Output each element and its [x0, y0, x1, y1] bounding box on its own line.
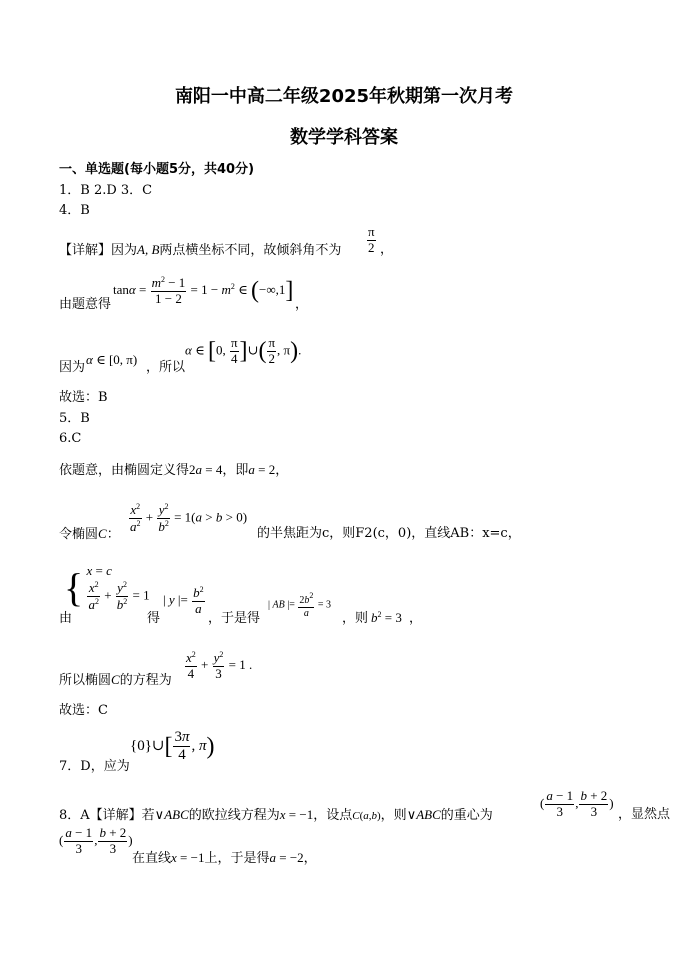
section-heading: 一、单选题(每小题5分，共40分) — [59, 162, 255, 177]
ellipse-equation: $\frac{x^2}{a^2}$ + $\frac{y^2}{b^2}$ = 1(a > b > 0) — [130, 502, 248, 534]
tan-alpha-formula: tanα = $\frac{m^2 - 1}{1 - 2}$ = $1 - m^2$ ∈ (−∞,1] — [113, 275, 294, 306]
answers-q1-q3: 1．B 2.D 3．C — [59, 183, 153, 198]
centroid-coords: ( $\frac{a - 1}{3}$ , $\frac{b + 2}{3}$ ) — [540, 788, 614, 819]
q4-detail-line1: 【详解】因为A, B两点横坐标不同，故倾斜角不为 — [59, 242, 342, 258]
answer-q7: 7．D，应为 — [59, 759, 130, 774]
answer-q5: 5．B — [59, 411, 90, 426]
q6-detail-line2-b: 的半焦距为c，则F2(c，0)，直线AB：x=c， — [257, 526, 521, 541]
document-title: 南阳一中高二年级2025年秋期第一次月考 — [174, 86, 514, 107]
q4-answer: 故选：B — [59, 390, 108, 405]
system-of-equations: { x = c $\frac{x^2}{a^2}$ + $\frac{y^2}{b^2}$ = 1 — [64, 563, 150, 612]
q6-answer: 故选：C — [59, 703, 108, 718]
q6-detail-line1: 依题意，由椭圆定义得2a = 4，即a = 2， — [59, 462, 289, 478]
ab-length-formula: | AB |= $\frac{2b^2}{a}$ = 3 — [268, 591, 332, 619]
answer-q8-line2: 在直线x = −1上，于是得a = −2， — [132, 850, 317, 866]
y-abs-formula: | y |= $\frac{b^2}{a}$ — [163, 585, 204, 616]
q6-detail-line2-a: 令椭圆C： — [59, 526, 120, 542]
q4-detail-line2: 由题意得 — [59, 297, 112, 312]
answer-q8-line1: 8．A【详解】若∨ABC的欧拉线方程为x = −1，设点C(a,b)，则∨ABC的重心为 — [59, 807, 493, 823]
q4-detail-line3-a: 因为 — [59, 360, 86, 375]
centroid-point: ( $\frac{a - 1}{3}$ , $\frac{b + 2}{3}$ ) — [59, 825, 133, 856]
fraction-pi-over-2: $\frac{\pi}{2}$ — [368, 224, 375, 255]
b-squared-eq-3: $b^2 = 3$ — [371, 610, 402, 625]
answer-q4: 4．B — [59, 203, 90, 218]
ellipse-result-equation: $\frac{x^2}{4}$ + $\frac{y^2}{3}$ = 1 . — [186, 650, 253, 681]
alpha-range-0-pi: α ∈ [0, π) — [86, 352, 138, 367]
alpha-range-result: α ∈ [0, $\frac{\pi}{4}$ ]∪( $\frac{\pi}{2}$ , π). — [185, 335, 302, 366]
answer-q6: 6.C — [59, 431, 82, 446]
math-ab: A, B — [137, 242, 160, 257]
q6-detail-line4: 所以椭圆C的方程为 — [59, 672, 172, 688]
q7-set-expression: {0}∪[ $\frac{3\pi}{4}$ , π) — [130, 729, 215, 764]
document-subtitle: 数学学科答案 — [290, 127, 398, 148]
